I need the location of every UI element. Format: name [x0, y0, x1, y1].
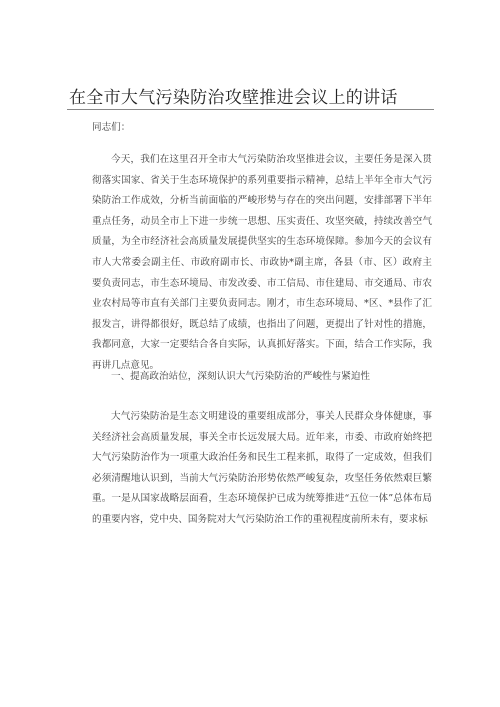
opening-paragraph: 今天，我们在这里召开全市大气污染防治攻坚推进会议，主要任务是深入贯彻落实国家、省关于生态环境保护的系列重要指示精神，总结上半年全市大气污染防治工作成效，分析当前面临的严峻形势与存在的突出问题，安排部署下半年重点任务，动员全市上下进一步统一思想、压实责任、攻坚突破，持续改善空气质量，为全市经济社会高质量发展提供坚实的生态环境保障。参加今天的会议有市人大常委会副主任、市政府副市长、市政协*副主席，各县（市、区）政府主要负责同志，市生态环境局、市发改委、市工信局、市住建局、市交通局、市农业农村局等市直有关部门主要负责同志。刚才，市生态环境局、*区、*县作了汇报发言，讲得都很好，既总结了成绩，也指出了问题，更提出了针对性的措施，我都同意，大家一定要结合各自实际，认真抓好落实。下面，结合工作实际，我再讲几点意见。 — [92, 154, 432, 371]
title-underline — [67, 109, 434, 110]
section-heading: 一、提高政治站位，深刻认识大气污染防治的严峻性与紧迫性 — [111, 371, 371, 382]
salutation: 同志们： — [92, 122, 131, 133]
document-title: 在全市大气污染防治攻壁推进会议上的讲话 — [69, 88, 398, 108]
section-paragraph: 大气污染防治是生态文明建设的重要组成部分，事关人民群众身体健康，事关经济社会高质量发展，事关全市长远发展大局。近年来，市委、市政府始终把大气污染防治作为一项重大政治任务和民生工程来抓，取得了一定成效，但我们必须清醒地认识到，当前大气污染防治形势依然严峻复杂，攻坚任务依然艰巨繁重。一是从国家战略层面看，生态环境保护已成为统筹推进“五位一体”总体布局的重要内容，党中央、国务院对大气污染防治工作的重视程度前所未有，要求标 — [92, 411, 432, 525]
